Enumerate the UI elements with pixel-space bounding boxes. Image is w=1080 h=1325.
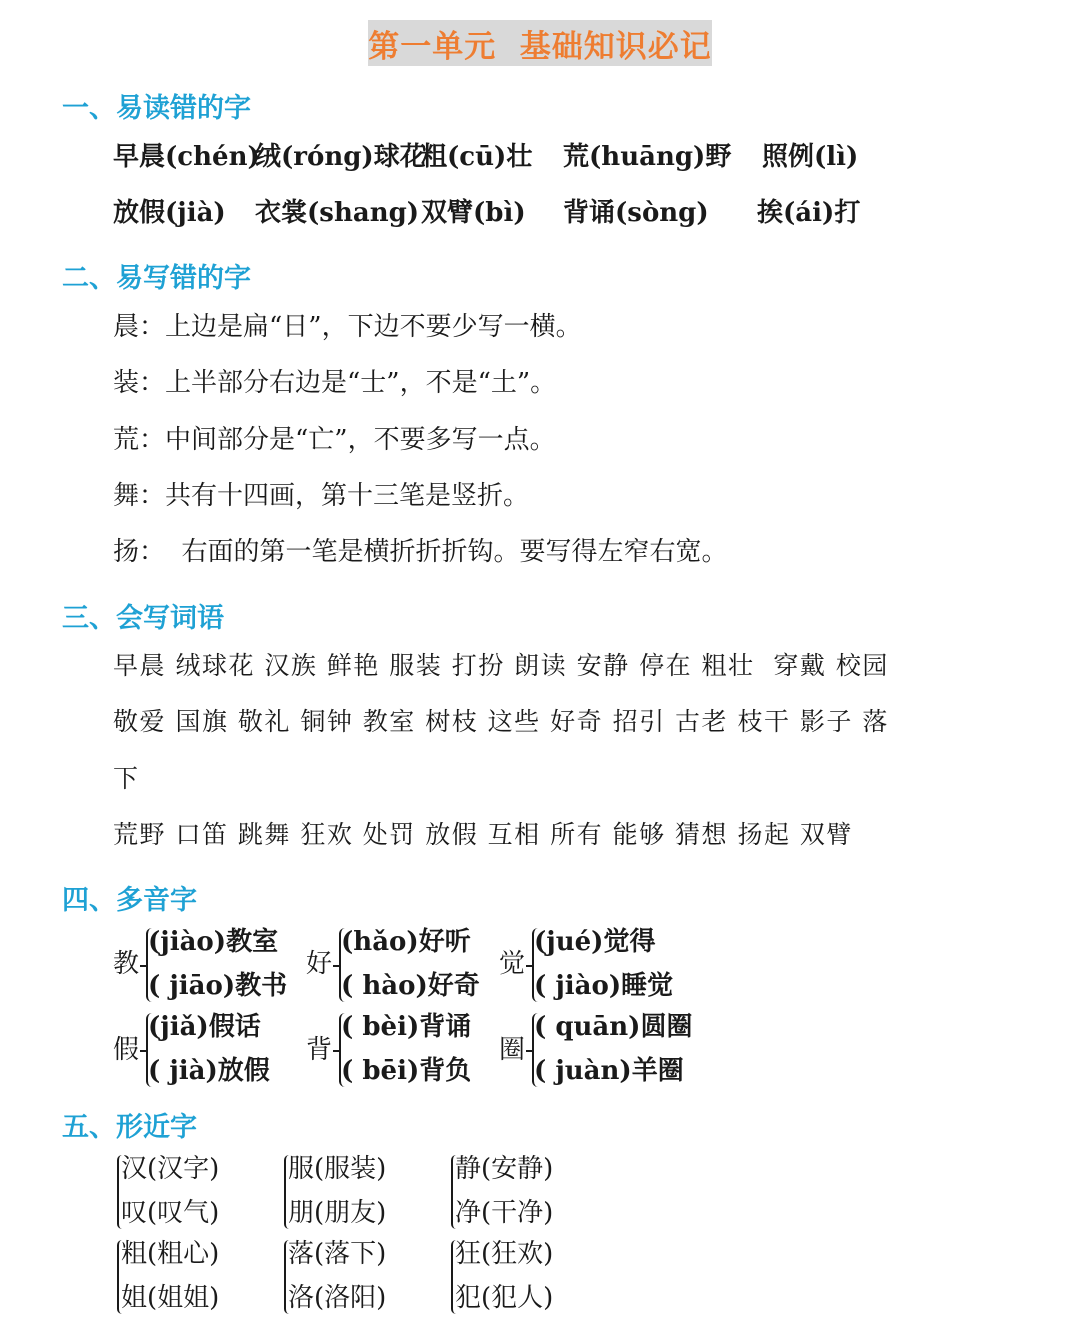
note-line: 晨：上边是扁“日”，下边不要少写一横。 [113, 312, 582, 342]
word-list-line: 早晨 绒球花 汉族 鲜艳 服装 打扮 朗读 安静 停在 粗壮 穿戴 校园 [113, 651, 889, 680]
similar-char: 狂(狂欢) [455, 1239, 554, 1269]
similar-char: 汉(汉字) [121, 1154, 220, 1184]
word-item: 早晨(chén) [113, 142, 260, 172]
word-list-line: 荒野 口笛 跳舞 狂欢 处罚 放假 互相 所有 能够 猜想 扬起 双臂 [113, 820, 853, 849]
polyphone-reading: ( jiào)睡觉 [534, 971, 674, 1001]
similar-char: 洛(洛阳) [288, 1283, 387, 1313]
note-line: 扬： 右面的第一笔是横折折折钩。要写得左窄右宽。 [113, 537, 728, 567]
polyphone-char: 圈 [499, 1035, 526, 1065]
section-heading-5: 五、形近字 [62, 1112, 197, 1143]
similar-char: 服(服装) [288, 1154, 387, 1184]
note-line: 舞：共有十四画，第十三笔是竖折。 [113, 481, 530, 511]
section-heading-4: 四、多音字 [62, 885, 197, 916]
word-item: 背诵(sòng) [563, 198, 709, 228]
section-heading-1: 一、易读错的字 [62, 93, 251, 124]
polyphone-char: 觉 [499, 949, 526, 979]
similar-char: 粗(粗心) [121, 1239, 220, 1269]
polyphone-reading: ( juàn)羊圈 [534, 1056, 684, 1086]
word-item: 双臂(bì) [421, 198, 526, 228]
similar-char: 落(落下) [288, 1239, 387, 1269]
polyphone-reading: (jiǎ)假话 [148, 1012, 261, 1042]
note-line: 装：上半部分右边是“士”，不是“土”。 [113, 368, 557, 398]
similar-char: 叹(叹气) [121, 1198, 220, 1228]
word-item: 挨(ái)打 [757, 198, 861, 228]
polyphone-reading: (hǎo)好听 [341, 927, 471, 957]
similar-char: 静(安静) [455, 1154, 554, 1184]
polyphone-char: 背 [306, 1035, 333, 1065]
polyphone-reading: ( hào)好奇 [341, 971, 480, 1001]
similar-char: 朋(朋友) [288, 1198, 387, 1228]
section-heading-2: 二、易写错的字 [62, 263, 251, 294]
word-item: 粗(cū)壮 [421, 142, 533, 172]
polyphone-reading: ( bèi)背诵 [341, 1012, 472, 1042]
polyphone-reading: ( bēi)背负 [341, 1056, 472, 1086]
similar-char: 犯(犯人) [455, 1283, 554, 1313]
word-item: 衣裳(shang) [255, 198, 420, 228]
word-list-line: 敬爱 国旗 敬礼 铜钟 教室 树枝 这些 好奇 招引 古老 枝干 影子 落 [113, 707, 889, 736]
polyphone-char: 教 [113, 949, 140, 979]
word-item: 荒(huāng)野 [563, 142, 732, 172]
note-line: 荒：中间部分是“亡”，不要多写一点。 [113, 425, 556, 455]
word-item: 照例(lì) [762, 142, 859, 172]
polyphone-reading: ( jiāo)教书 [148, 971, 288, 1001]
word-item: 绒(róng)球花 [255, 142, 426, 172]
similar-char: 姐(姐姐) [121, 1283, 220, 1313]
section-heading-3: 三、会写词语 [62, 603, 224, 634]
polyphone-reading: (jiào)教室 [148, 927, 279, 957]
page-title: 第一单元 基础知识必记 [368, 20, 712, 66]
polyphone-char: 假 [113, 1035, 140, 1065]
word-list-line: 下 [113, 764, 139, 793]
polyphone-reading: ( jià)放假 [148, 1056, 270, 1086]
similar-char: 净(干净) [455, 1198, 554, 1228]
polyphone-reading: ( quān)圆圈 [534, 1012, 693, 1042]
polyphone-char: 好 [306, 949, 333, 979]
word-item: 放假(jià) [113, 198, 226, 228]
polyphone-reading: (jué)觉得 [534, 927, 656, 957]
